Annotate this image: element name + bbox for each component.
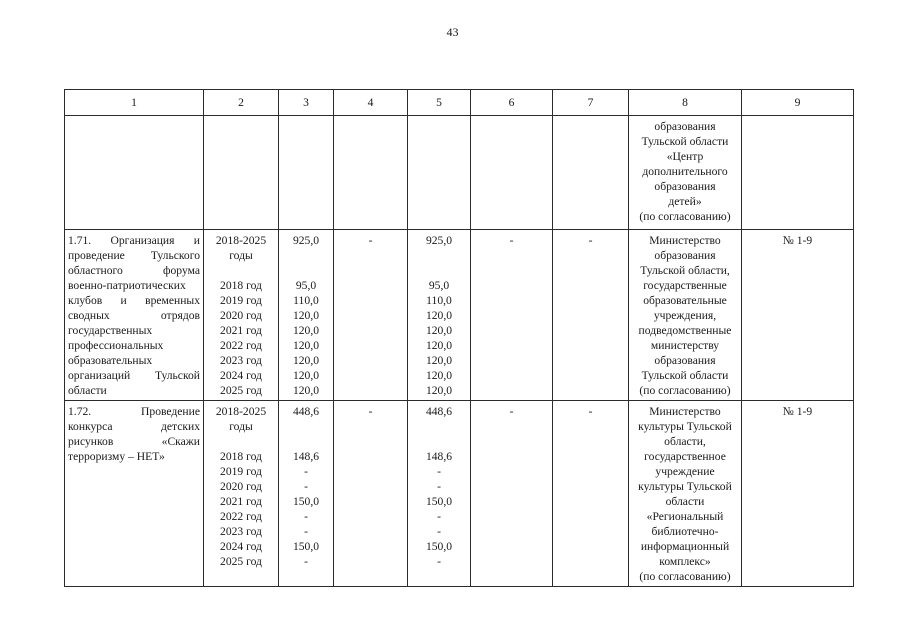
col-header: 2 (204, 90, 279, 116)
cell-activity-name: 1.72. Проведение конкурса детских рисунков «Скажи терроризму – НЕТ» (65, 401, 204, 587)
col-header: 5 (408, 90, 471, 116)
col-header: 1 (65, 90, 204, 116)
cell-empty (204, 116, 279, 230)
cell-executor-continued: образования Тульской области «Центр дополнительного образования детей» (по согласованию) (629, 116, 742, 230)
cell-period: 2018-2025 годы 2018 год 2019 год 2020 год 2021 год 2022 год 2023 год 2024 год 2025 год (204, 230, 279, 401)
cell-activity-name: 1.71. Организация и проведение Тульского областного форума военно-патриотических клубов и временных сводных отрядов государственных профессиональных образовательных организаций Тульской области (65, 230, 204, 401)
cell-executor: Министерство образования Тульской области, государственные образовательные учреждения, подведомственные министерству образования Тульской области (по согласованию) (629, 230, 742, 401)
program-table (64, 89, 854, 587)
cell-empty (408, 116, 471, 230)
cell-col4: - (334, 230, 408, 401)
col-header: 8 (629, 90, 742, 116)
cell-col6: - (471, 401, 553, 587)
col-header: 6 (471, 90, 553, 116)
cell-empty (65, 116, 204, 230)
cell-executor: Министерство культуры Тульской области, государственное учреждение культуры Тульской области «Региональный библиотечно- информационный комплекс» (по согласованию) (629, 401, 742, 587)
page-number: 43 (446, 25, 459, 39)
cell-indicator: № 1-9 (742, 401, 854, 587)
cell-col7: - (553, 401, 629, 587)
cell-indicator: № 1-9 (742, 230, 854, 401)
col-header: 7 (553, 90, 629, 116)
col-header: 3 (279, 90, 334, 116)
cell-col7: - (553, 230, 629, 401)
cell-period: 2018-2025 годы 2018 год 2019 год 2020 год 2021 год 2022 год 2023 год 2024 год 2025 год (204, 401, 279, 587)
col-header: 9 (742, 90, 854, 116)
cell-col5-values: 448,6 148,6 - - 150,0 - - 150,0 - (408, 401, 471, 587)
table-row-1-72 (65, 401, 854, 587)
cell-col3-values: 925,0 95,0 110,0 120,0 120,0 120,0 120,0 120,0 120,0 (279, 230, 334, 401)
cell-col4: - (334, 401, 408, 587)
table-row-continuation (65, 116, 854, 230)
table-row-1-71 (65, 230, 854, 401)
cell-col5-values: 925,0 95,0 110,0 120,0 120,0 120,0 120,0 120,0 120,0 (408, 230, 471, 401)
cell-empty (742, 116, 854, 230)
cell-empty (553, 116, 629, 230)
cell-col3-values: 448,6 148,6 - - 150,0 - - 150,0 - (279, 401, 334, 587)
col-header: 4 (334, 90, 408, 116)
header-row (65, 90, 854, 116)
cell-empty (471, 116, 553, 230)
cell-empty (334, 116, 408, 230)
cell-empty (279, 116, 334, 230)
cell-col6: - (471, 230, 553, 401)
